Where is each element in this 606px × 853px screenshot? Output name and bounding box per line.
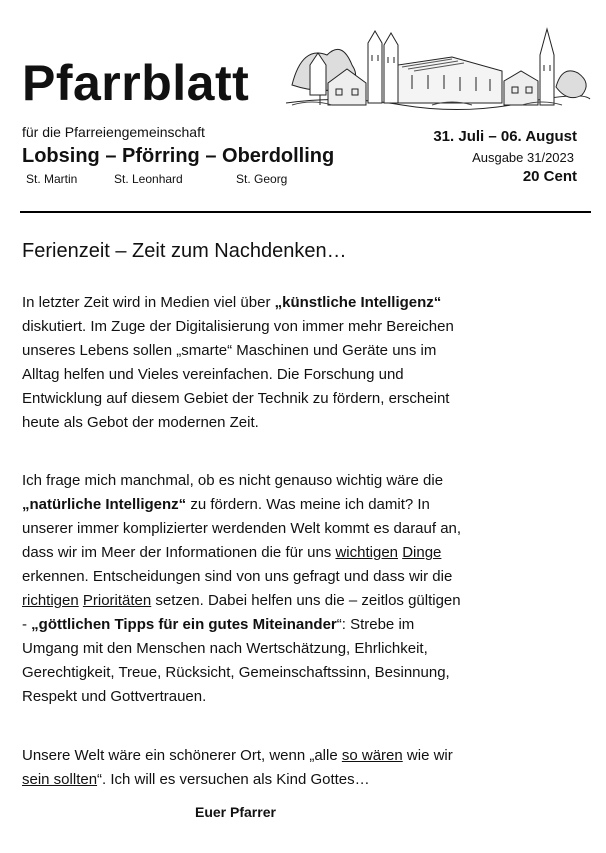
church-name-oberdolling: St. Georg	[236, 172, 288, 186]
text-run: Unsere Welt wäre ein schönerer Ort, wenn „alle	[22, 747, 342, 764]
price: 20 Cent	[522, 168, 577, 185]
underlined-word: richtigen	[22, 592, 79, 609]
church-village-sketch-icon	[282, 25, 594, 115]
bold-term: „natürliche Intelligenz“	[22, 496, 187, 513]
underlined-word: wichtigen	[335, 544, 399, 561]
text-run: “: Strebe im Umgang mit den Menschen nach Wertschätzung, Ehrlichkeit, Gerechtigkeit, Treue, Rücksicht, Gemeinschaftssinn, Besinnung, Respekt und Gottvertrauen.	[22, 616, 450, 705]
underlined-word: sein sollten	[22, 771, 98, 788]
parish-names: Lobsing – Pförring – Oberdolling	[22, 145, 335, 167]
signature: Euer Pfarrer	[195, 804, 276, 820]
text-run: Ich frage mich manchmal, ob es nicht genauso wichtig wäre die	[22, 472, 444, 489]
article-paragraph-1	[22, 291, 462, 435]
article-paragraph-3	[22, 744, 462, 792]
text-run: diskutiert. Im Zuge der Digitalisierung von immer mehr Bereichen unseres Lebens sollen „smarte“ Maschinen und Geräte uns im Alltag helfen und Vieles vereinfachen. Die Forschung und Entwicklung auf diesem Gebiet der Technik zu fördern, erscheint heute als Gebot der modernen Zeit.	[22, 318, 454, 431]
article-headline: Ferienzeit – Zeit zum Nachdenken…	[22, 240, 347, 262]
text-run: wie wir	[402, 747, 453, 764]
underlined-word: Prioritäten	[82, 592, 152, 609]
underlined-word: so wären	[341, 747, 403, 764]
issue-date-range: 31. Juli – 06. August	[433, 128, 577, 145]
newsletter-title: Pfarrblatt	[22, 55, 250, 111]
text-run: setzen. Dabei helfen uns die – zeitlos gültigen -	[22, 592, 461, 633]
header-divider	[20, 211, 591, 213]
text-run: erkennen. Entscheidungen sind von uns gefragt und dass wir die	[22, 568, 453, 585]
subtitle: für die Pfarreiengemeinschaft	[22, 124, 205, 140]
issue-number: Ausgabe 31/2023	[472, 150, 574, 165]
church-name-pfoerring: St. Leonhard	[114, 172, 183, 186]
text-run: In letzter Zeit wird in Medien viel über	[22, 294, 275, 311]
bold-term: „künstliche Intelligenz“	[274, 294, 442, 311]
church-name-lobsing: St. Martin	[26, 172, 78, 186]
text-run: zu fördern. Was meine ich damit? In unserer immer komplizierter werdenden Welt kommt es darauf an, dass wir im Meer der Informationen die für uns	[22, 496, 462, 561]
bold-term: „göttlichen Tipps für ein gutes Miteinander	[31, 616, 337, 633]
underlined-word: Dinge	[402, 544, 442, 561]
text-run: “. Ich will es versuchen als Kind Gottes…	[97, 771, 370, 788]
article-paragraph-2	[22, 469, 462, 709]
